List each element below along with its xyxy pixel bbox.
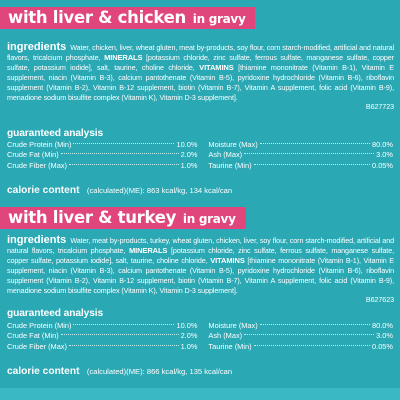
product-code: B627623 [365,295,394,305]
ga-value: 3.0% [376,150,393,160]
flavor-banner [0,7,255,29]
guaranteed-analysis-table [7,139,393,171]
ingredients-block [7,236,394,305]
ga-label: Moisture (Max) [208,139,258,149]
ingredients-text-2: [potassium chloride, zinc sulfate, ferrous sulfate, manganese sulfate, copper sulfate, potassium iodide], salt, taurine, choline chloride, [7,52,394,72]
ga-value: 0.05% [372,160,393,170]
ga-row [7,331,393,342]
ga-row [7,320,393,331]
ingredients-heading: ingredients [7,234,67,246]
calorie-content [7,180,232,198]
ga-value: 1.0% [180,160,198,170]
ga-row [7,341,393,352]
flavor-subtitle: in gravy [182,212,236,226]
ga-value: 10.0% [176,320,198,330]
ga-value: 10.0% [176,139,198,149]
ingredients-heading: ingredients [7,41,67,53]
ingredients-text-1: Water, chicken, liver, wheat gluten, meat by-products, soy flour, corn starch-modified, artificial and natural flavors, tricalcium phosphate, [7,43,394,62]
ga-label: Crude Fat (Min) [7,150,59,160]
minerals-label: MINERALS [104,52,143,62]
ga-value: 1.0% [180,341,198,351]
ga-row [7,139,393,150]
ga-value: 3.0% [376,331,393,341]
flavor-title: with liver & chicken [8,8,186,27]
guaranteed-analysis-heading: guaranteed analysis [7,308,104,319]
ingredients-text-3: [thiamine mononitrate (Vitamin B-1), Vitamin E supplement, niacin (Vitamin B-3), calcium pantothenate (Vitamin B-5), pyridoxine hydrochloride (Vitamin B-6), riboflavin supplement (Vitamin B-2), Vitamin B-12 supplement, biotin (Vitamin B-7), Vitamin A supplement, folic acid (Vitamin B-9), menadione sodium bisulfite complex (Vitamin K), Vitamin D-3 supplement]. [7,255,394,295]
ga-label: Crude Protein (Min) [7,320,72,330]
bottom-band [0,388,400,400]
guaranteed-analysis-heading: guaranteed analysis [7,128,104,139]
ga-value: 2.0% [180,150,198,160]
calorie-heading: calorie content [7,185,80,196]
guaranteed-analysis-table [7,320,393,352]
ga-label: Crude Fiber (Max) [7,160,67,170]
ga-label: Crude Protein (Min) [7,139,72,149]
calorie-text: (calculated)(ME): 866 kcal/kg, 135 kcal/can [86,367,233,376]
ga-label: Taurine (Min) [208,341,252,351]
ga-label: Crude Fat (Min) [7,331,59,341]
product-code: B627723 [365,102,394,112]
calorie-heading: calorie content [7,366,80,377]
vitamins-label: VITAMINS [210,255,245,265]
ga-label: Ash (Max) [208,331,243,341]
ga-label: Moisture (Max) [208,320,258,330]
ga-value: 80.0% [372,320,393,330]
ga-row [7,150,393,161]
ingredients-block [7,43,394,112]
calorie-content [7,361,232,379]
vitamins-label: VITAMINS [199,62,234,72]
ga-value: 80.0% [372,139,393,149]
minerals-label: MINERALS [128,245,168,255]
ga-row [7,160,393,171]
ingredients-text-1: Water, meat by-products, turkey, wheat gluten, chicken, liver, soy flour, corn starch-modified, artificial and natural flavors, tricalcium phosphate, [7,236,394,255]
flavor-banner [0,207,246,229]
ga-label: Ash (Max) [208,150,243,160]
ingredients-text-2: [potassium chloride, zinc sulfate, ferrous sulfate, manganese sulfate, copper sulfate, potassium iodide], salt, taurine, choline chloride, [7,245,394,265]
ga-label: Taurine (Min) [208,160,252,170]
ga-value: 0.05% [372,341,393,351]
calorie-text: (calculated)(ME): 863 kcal/kg, 134 kcal/can [86,186,233,195]
flavor-subtitle: in gravy [192,12,246,26]
flavor-title: with liver & turkey [8,208,177,227]
ingredients-text-3: [thiamine mononitrate (Vitamin B-1), Vitamin E supplement, niacin (Vitamin B-3), calcium pantothenate (Vitamin B-5), pyridoxine hydrochloride (Vitamin B-6), riboflavin supplement (Vitamin B-2), Vitamin B-12 supplement, biotin (Vitamin B-7), Vitamin A supplement, folic acid (Vitamin B-9), menadione sodium bisulfite complex (Vitamin K), Vitamin D-3 supplement]. [7,62,394,102]
ga-label: Crude Fiber (Max) [7,341,67,351]
ga-value: 2.0% [180,331,198,341]
